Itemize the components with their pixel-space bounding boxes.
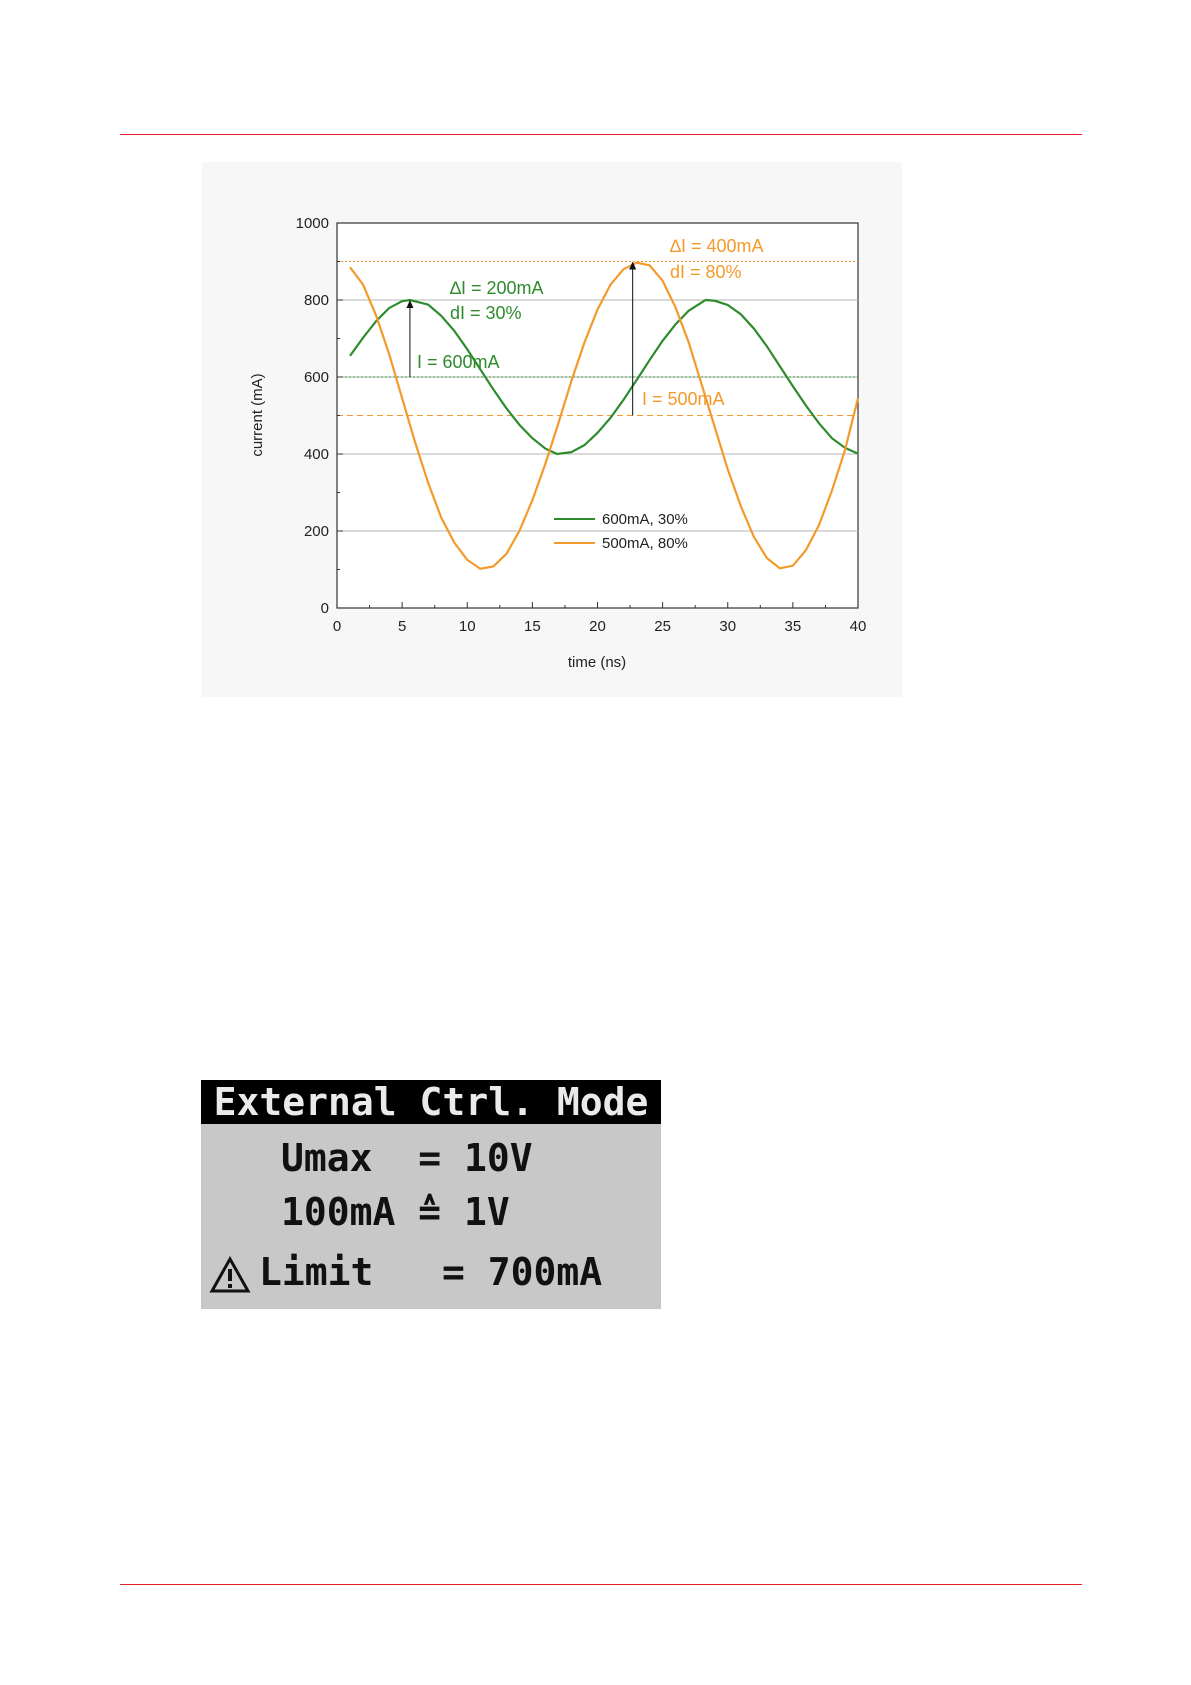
- current-vs-time-chart: [202, 162, 902, 697]
- annotation-orange-di: dI = 80%: [670, 262, 742, 282]
- y-tick-label: 200: [303, 523, 329, 540]
- header-rule: [120, 134, 1082, 135]
- y-axis-label: current (mA): [249, 373, 266, 457]
- y-tick-label: 1000: [295, 215, 329, 232]
- lcd-limit-line: Limit = 700mA: [259, 1250, 603, 1294]
- x-axis-label: time (ns): [567, 654, 627, 671]
- annotation-green-i: I = 600mA: [417, 352, 500, 372]
- x-tick-label: 0: [332, 618, 342, 635]
- x-tick-label: 25: [654, 618, 671, 635]
- lcd-display: [201, 1080, 661, 1309]
- lcd-scaling-line: 100mA ≙ 1V: [281, 1190, 510, 1234]
- y-tick-label: 400: [303, 446, 329, 463]
- warning-icon: [209, 1256, 251, 1294]
- x-tick-label: 5: [397, 618, 407, 635]
- footer-rule: [120, 1584, 1082, 1585]
- x-tick-label: 40: [849, 618, 867, 635]
- y-tick-label: 800: [303, 292, 329, 309]
- y-tick-label: 600: [303, 369, 329, 386]
- lcd-title: External Ctrl. Mode: [201, 1080, 661, 1124]
- x-tick-label: 15: [524, 618, 541, 635]
- y-tick-label: 0: [320, 600, 329, 617]
- annotation-green-di: dI = 30%: [450, 303, 522, 323]
- x-tick-label: 10: [458, 618, 476, 635]
- lcd-umax-line: Umax = 10V: [281, 1136, 533, 1180]
- x-tick-label: 20: [589, 618, 606, 635]
- current-modulation-figure: [202, 162, 902, 697]
- x-tick-label: 30: [719, 618, 737, 635]
- x-tick-label: 35: [784, 618, 802, 635]
- legend-label-orange: 500mA, 80%: [602, 535, 688, 552]
- annotation-orange-i: I = 500mA: [642, 389, 725, 409]
- legend-label-green: 600mA, 30%: [602, 511, 688, 528]
- annotation-green-delta: ∆I = 200mA: [450, 278, 544, 298]
- annotation-orange-delta: ∆I = 400mA: [670, 236, 764, 256]
